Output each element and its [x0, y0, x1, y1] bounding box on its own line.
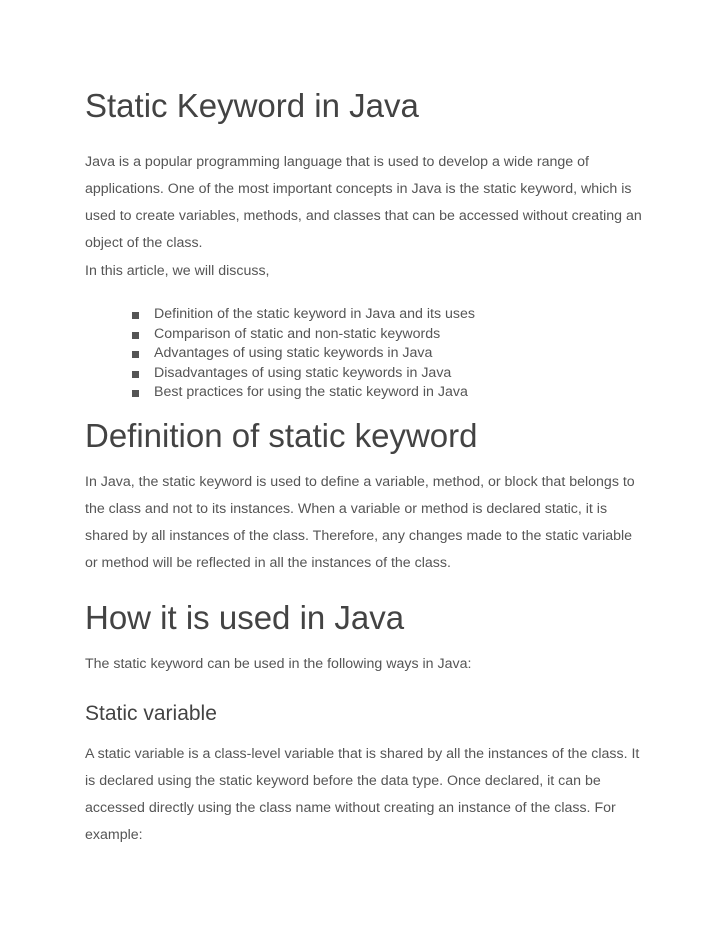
intro-paragraph: Java is a popular programming language that is used to develop a wide range of applications. One of the most important concepts in Java is the static keyword, which is used to create variables, methods, and classes that can be accessed without creating an object of the class.	[85, 154, 642, 251]
static-variable-heading: Static variable	[85, 702, 217, 725]
static-variable-paragraph: A static variable is a class-level variable that is shared by all the instances of the class. It is declared using the static keyword before the data type. Once declared, it can be accessed directly using the class name without creating an instance of the class. For example:	[85, 746, 640, 843]
square-bullet-icon	[132, 312, 139, 319]
list-item	[130, 364, 475, 384]
list-item	[130, 325, 475, 345]
usage-heading: How it is used in Java	[85, 599, 405, 636]
list-item	[130, 305, 475, 325]
list-item	[130, 344, 475, 364]
square-bullet-icon	[132, 390, 139, 397]
topics-list	[130, 305, 475, 403]
page-title: Static Keyword in Java	[85, 87, 419, 124]
list-item-text: Definition of the static keyword in Java and its uses	[154, 306, 475, 322]
square-bullet-icon	[132, 351, 139, 358]
list-item-text: Comparison of static and non-static keywords	[154, 325, 441, 342]
list-item-text: Disadvantages of using static keywords in Java	[154, 364, 452, 381]
definition-heading: Definition of static keyword	[85, 417, 478, 454]
intro-lead: In this article, we will discuss,	[85, 263, 270, 279]
list-item-text: Advantages of using static keywords in Java	[154, 345, 433, 361]
usage-paragraph: The static keyword can be used in the following ways in Java:	[85, 656, 472, 672]
square-bullet-icon	[132, 332, 139, 339]
definition-paragraph: In Java, the static keyword is used to define a variable, method, or block that belongs to the class and not to its instances. When a variable or method is declared static, it is shared by all instances of the class. Therefore, any changes made to the static variable or method will be reflected in all the instances of the class.	[85, 474, 635, 571]
list-item	[130, 383, 475, 403]
list-item-text: Best practices for using the static keyword in Java	[154, 384, 468, 400]
square-bullet-icon	[132, 371, 139, 378]
